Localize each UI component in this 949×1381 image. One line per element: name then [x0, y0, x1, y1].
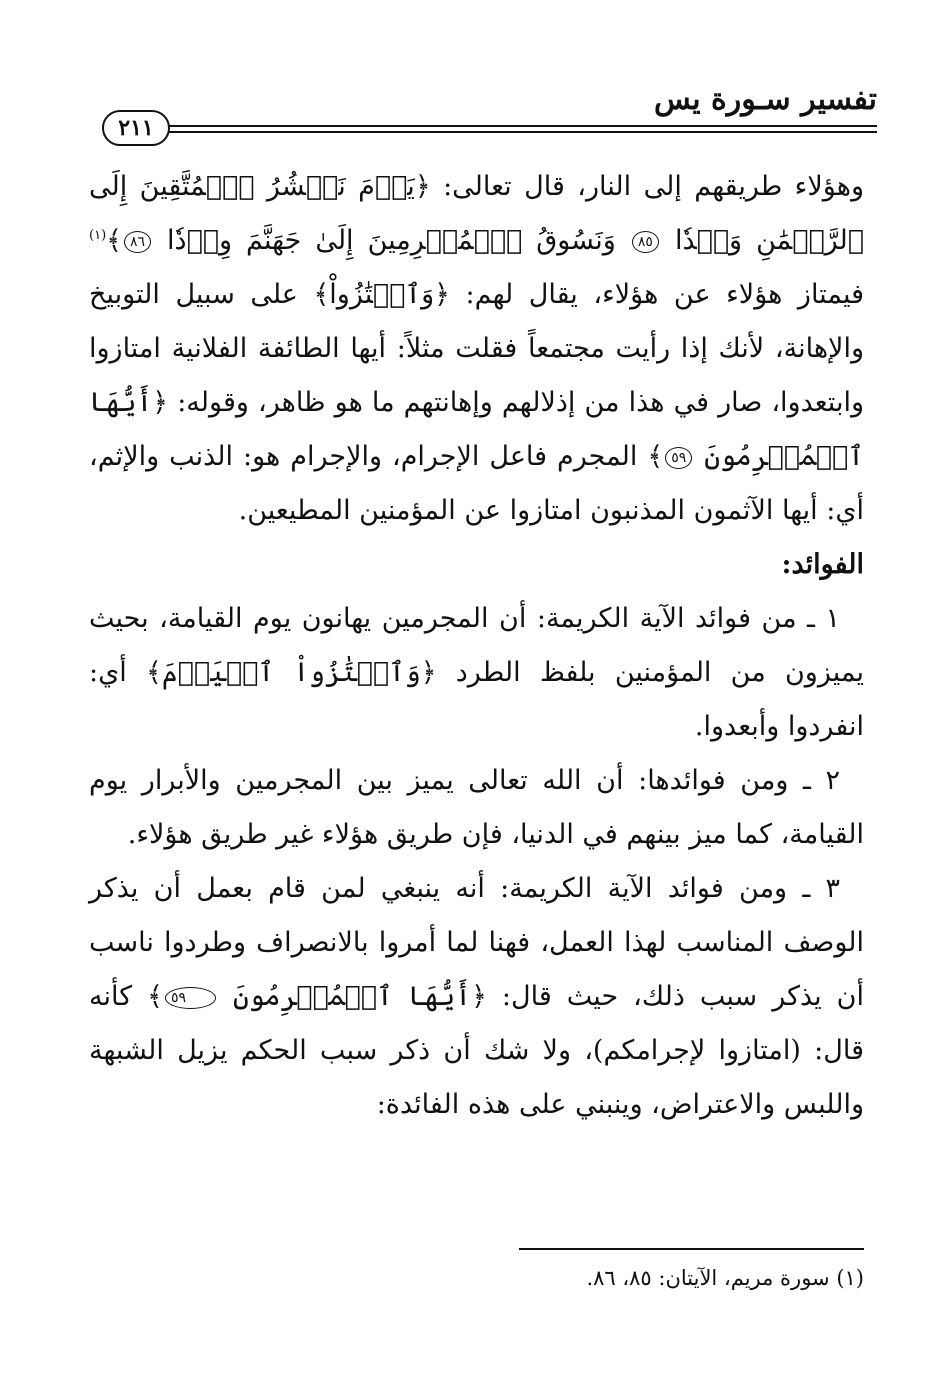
text-segment: المجرم فاعل الإجرام، والإجرام هو: الذنب والإثم، أي: أيها الآثمون المذنبون امتازوا عن المؤمنين المطيعين. [89, 441, 864, 526]
text-segment: أي: انفردوا وأبعدوا. [89, 657, 864, 742]
text-segment: وهؤلاء طريقهم إلى النار، قال تعالى: [443, 171, 864, 202]
ornate-bracket-close: ﴾ [147, 981, 163, 1012]
ornate-bracket-open: ﴿ [152, 387, 169, 418]
text-segment: فيمتاز هؤلاء عن هؤلاء، يقال لهم: [465, 279, 864, 310]
ayah-number: ٨٦ [124, 231, 151, 253]
main-text [89, 160, 864, 1132]
quran-verse: يَوۡمَ نَحۡشُرُ ٱلۡمُتَّقِينَ إِلَى ٱلرَّحۡمَٰنِ وَفۡدٗا [89, 171, 864, 256]
page-number: ٢١١ [102, 110, 170, 146]
ornate-bracket-open: ﴿ [471, 981, 487, 1012]
quran-verse: وَنَسُوقُ ٱلۡمُجۡرِمِينَ إِلَىٰ جَهَنَّمَ وِرۡدٗا [167, 225, 616, 256]
text-segment: على سبيل التوبيخ والإهانة، لأنك إذا رأيت مجتمعاً فقلت مثلاً: أيها الطائفة الفلانية امتازوا وابتعدوا، صار في هذا من إذلالهم وإهانتهم ما هو ظاهر، وقوله: [89, 279, 864, 418]
ornate-bracket-open: ﴿ [414, 171, 431, 202]
benefit-paragraph-1 [89, 592, 864, 754]
footnote: (١) سورة مريم، الآيتان: ٨٥، ٨٦. [586, 1266, 864, 1290]
text-segment: كأنه قال: (امتازوا لإجرامكم)، ولا شك أن ذكر سبب الحكم يزيل الشبهة واللبس والاعتراض، وينبني على هذه الفائدة: [89, 981, 864, 1120]
footnote-rule [519, 1248, 864, 1250]
page-header [92, 78, 877, 148]
quran-verse: أَيُّهَا ٱلۡمُجۡرِمُونَ [89, 387, 864, 472]
quran-verse: وَٱمۡتَٰزُواْ [329, 279, 435, 310]
ayah-number: ٥٩ [665, 447, 692, 469]
ornate-bracket-open: ﴿ [420, 657, 437, 688]
ornate-bracket-close: ﴾ [146, 657, 162, 688]
tafsir-paragraph [89, 160, 864, 538]
benefit-paragraph-3 [89, 862, 864, 1132]
ornate-bracket-close: ﴾ [647, 441, 664, 472]
ornate-bracket-close: ﴾ [106, 225, 122, 256]
text-segment: ٣ ـ ومن فوائد الآية الكريمة: أنه ينبغي لمن قام بعمل أن يذكر الوصف المناسب لهذا العمل، فهنا لما أمروا بالانصراف وطردوا ناسب أن يذكر سبب ذلك، حيث قال: [89, 873, 864, 1012]
quran-verse: أَيُّهَا ٱلۡمُجۡرِمُونَ [233, 981, 472, 1012]
ayah-number: ٥٩ [165, 987, 216, 1009]
ayah-number: ٨٥ [632, 231, 659, 253]
ornate-bracket-close: ﴾ [313, 279, 330, 310]
benefit-paragraph-2: ٢ ـ ومن فوائدها: أن الله تعالى يميز بين المجرمين والأبرار يوم القيامة، كما ميز بينهم في الدنيا، فإن طريق هؤلاء غير طريق هؤلاء. [89, 765, 864, 850]
section-heading: الفوائد: [781, 549, 864, 580]
quran-verse: وَٱمۡتَٰزُواْ ٱلۡيَوۡمَ [161, 657, 421, 688]
running-title: تفسير سـورة يس [653, 82, 877, 117]
text-segment: ١ ـ من فوائد الآية الكريمة: أن المجرمين يهانون يوم القيامة، بحيث يميزون من المؤمنين بلفظ الطرد [89, 603, 864, 688]
footnote-reference: (١) [89, 228, 107, 243]
ornate-bracket-open: ﴿ [434, 279, 450, 310]
header-rule [160, 125, 877, 133]
